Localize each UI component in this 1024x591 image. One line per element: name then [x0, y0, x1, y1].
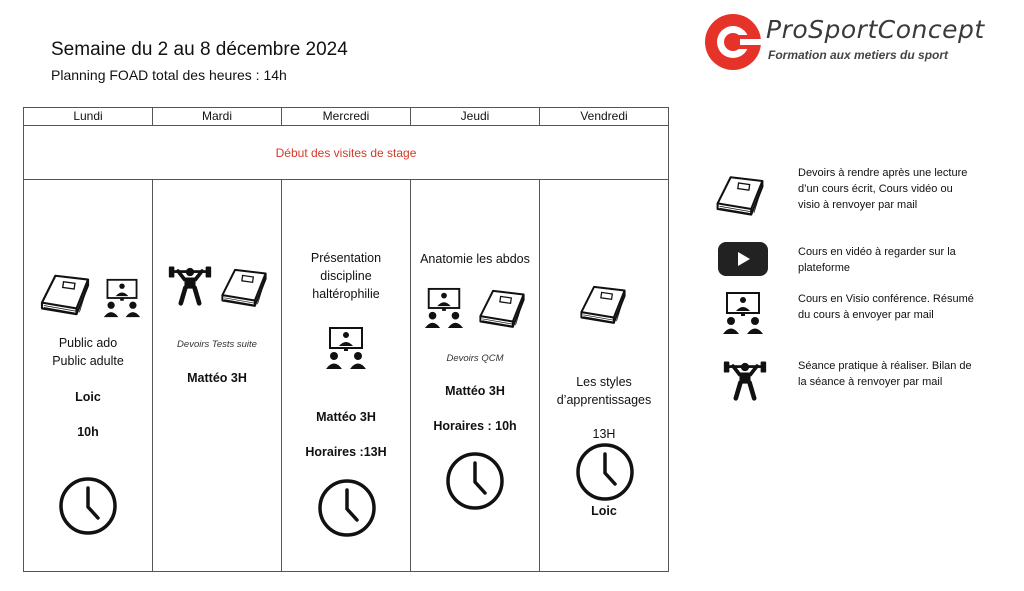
column-jeudi — [411, 180, 540, 571]
page-subtitle: Planning FOAD total des heures : 14h — [51, 67, 287, 83]
jeudi-schedule: Horaires : 10h — [433, 419, 517, 433]
legend-video-line1: Cours en vidéo à regarder sur la — [798, 246, 956, 258]
mercredi-teacher: Mattéo 3H — [316, 410, 376, 424]
legend-book-line3: visio à renvoyer par mail — [798, 199, 918, 211]
banner-stage-visits: Début des visites de stage — [24, 126, 668, 180]
logo-name: ProSportConcept — [766, 15, 985, 44]
column-mardi — [153, 180, 282, 571]
lundi-time: 10h — [77, 425, 99, 439]
legend-item-visio — [798, 291, 988, 323]
brand-logo — [704, 13, 1014, 71]
legend-item-practice — [798, 358, 988, 390]
legend-book-line1: Devoirs à rendre après une lecture — [798, 167, 968, 179]
day-header-jeudi: Jeudi — [411, 108, 540, 126]
book-icon — [36, 270, 94, 318]
page-title: Semaine du 2 au 8 décembre 2024 — [51, 39, 348, 60]
lundi-teacher: Loic — [75, 390, 101, 404]
legend-practice-line1: Séance pratique à réaliser. Bilan de — [798, 360, 972, 372]
vendredi-time: 13H — [592, 427, 616, 441]
visio-conference-icon — [324, 326, 368, 370]
book-icon — [475, 284, 529, 332]
book-icon — [576, 280, 630, 328]
book-icon — [712, 171, 768, 219]
legend-visio-line1: Cours en Visio conférence. Résumé — [798, 293, 974, 305]
day-header-lundi: Lundi — [24, 108, 153, 126]
book-icon — [217, 264, 271, 310]
video-play-icon — [718, 242, 768, 276]
vendredi-line2: d’apprentissages — [556, 393, 652, 407]
jeudi-note: Devoirs QCM — [446, 353, 504, 364]
mardi-note: Devoirs Tests suite — [177, 339, 257, 350]
mercredi-line2: discipline — [320, 269, 372, 283]
mercredi-line3: haltérophilie — [312, 287, 380, 301]
mardi-teacher: Mattéo 3H — [187, 371, 247, 385]
visio-conference-icon — [102, 276, 142, 320]
clock-icon — [317, 478, 377, 538]
jeudi-title: Anatomie les abdos — [420, 252, 530, 266]
visio-conference-icon — [721, 291, 765, 335]
clock-icon — [58, 476, 118, 536]
visio-conference-icon — [423, 286, 465, 330]
logo-tagline: Formation aux metiers du sport — [768, 48, 949, 62]
legend-item-video — [798, 244, 988, 276]
lundi-line2: Public adulte — [52, 354, 124, 368]
mercredi-line1: Présentation — [310, 251, 382, 265]
legend-practice-line2: la séance à renvoyer par mail — [798, 376, 943, 388]
legend-item-book — [798, 165, 988, 213]
legend-visio-line2: du cours à envoyer par mail — [798, 309, 934, 321]
clock-icon — [575, 442, 635, 502]
column-lundi — [24, 180, 153, 571]
day-header-mardi: Mardi — [153, 108, 282, 126]
legend-video-line2: plateforme — [798, 262, 850, 274]
vendredi-teacher: Loic — [591, 504, 617, 518]
logo-mark-icon — [704, 13, 762, 71]
mercredi-schedule: Horaires :13H — [305, 445, 387, 459]
clock-icon — [445, 451, 505, 511]
legend-book-line2: d’un cours écrit, Cours vidéo ou — [798, 183, 953, 195]
column-vendredi — [540, 180, 668, 571]
lundi-line1: Public ado — [58, 336, 118, 350]
weightlifter-icon — [722, 357, 768, 401]
column-mercredi — [282, 180, 411, 571]
jeudi-teacher: Mattéo 3H — [445, 384, 505, 398]
day-header-mercredi: Mercredi — [282, 108, 411, 126]
vendredi-line1: Les styles — [576, 375, 632, 389]
weightlifter-icon — [167, 262, 213, 306]
schedule-table — [23, 107, 669, 572]
day-header-vendredi: Vendredi — [540, 108, 668, 126]
